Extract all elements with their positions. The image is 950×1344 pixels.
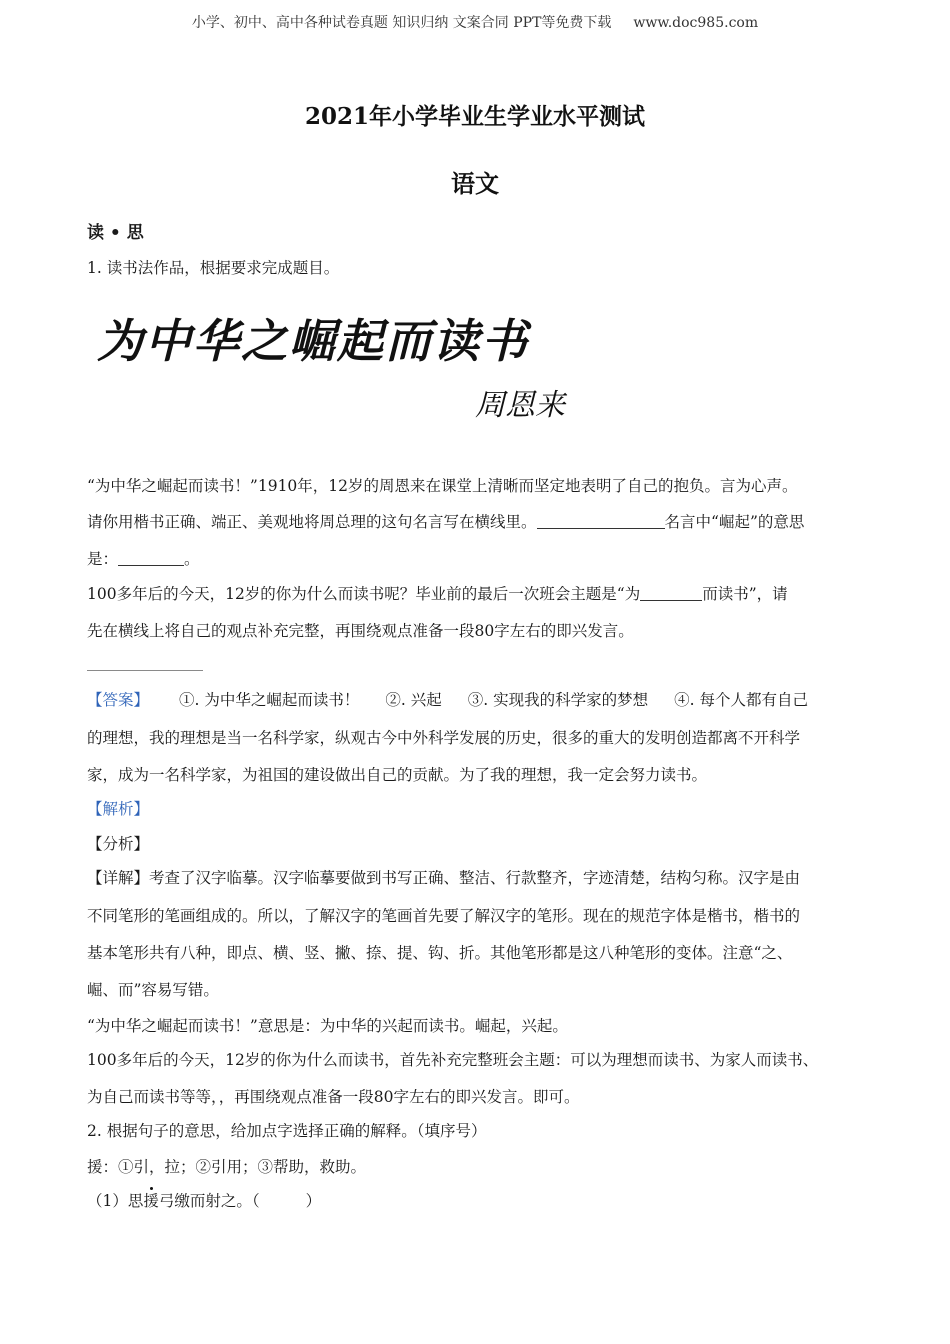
- header-url[interactable]: www.doc985.com: [633, 15, 759, 31]
- q2-sentence-1: （1）思援弓缴而射之。（ ）: [87, 1192, 322, 1210]
- answer-line1: [87, 688, 877, 710]
- answer-blank-1[interactable]: [537, 514, 665, 529]
- page-subtitle: 语文: [451, 169, 499, 198]
- q2-definition: 援：①引，拉；②引用；③帮助，救助。: [87, 1158, 367, 1176]
- answer-item-4: ④. 每个人都有自己: [674, 691, 808, 709]
- q1-para1-line1: “为中华之崛起而读书！”1910年，12岁的周恩来在课堂上清晰而坚定地表明了自己的抱负。言为心声。: [87, 477, 798, 495]
- detail-line2: 不同笔形的笔画组成的。所以，了解汉字的笔画首先要了解汉字的笔形。现在的规范字体是楷书，楷书的: [87, 907, 801, 925]
- fenxi-tag: 【分析】: [87, 835, 150, 853]
- section-heading: 读 • 思: [87, 223, 144, 243]
- answer-tag: 【答案】: [87, 691, 150, 709]
- answer-item-3: ③. 实现我的科学家的梦想: [467, 691, 649, 709]
- q1-para2-line2: 先在横线上将自己的观点补充完整，再围绕观点准备一段80字左右的即兴发言。: [87, 622, 634, 640]
- divider: [87, 670, 203, 671]
- answer-blank-3[interactable]: [640, 586, 702, 601]
- detail-line7: 为自己而读书等等，，再围绕观点准备一段80字左右的即兴发言。即可。: [87, 1088, 580, 1106]
- header-text: 小学、初中、高中各种试卷真题 知识归纳 文案合同 PPT等免费下载: [191, 15, 612, 31]
- detail-line4: 崛、而”容易写错。: [87, 981, 219, 999]
- calligraphy-signature: 周恩来: [475, 388, 565, 423]
- detail-tag: 【详解】: [87, 869, 150, 887]
- q1-para1-line2: 请你用楷书正确、端正、美观地将周总理的这句名言写在横线里。 名言中“崛起”的意思: [87, 513, 805, 531]
- q1-para2-line1: 100多年后的今天，12岁的你为什么而读书呢？毕业前的最后一次班会主题是“为 而读书”，请: [87, 585, 788, 603]
- detail-line6: 100多年后的今天，12岁的你为什么而读书，首先补充完整班会主题：可以为理想而读书、为家人而读书、: [87, 1051, 819, 1069]
- detail-line1: 【详解】考查了汉字临摹。汉字临摹要做到书写正确、整洁、行款整齐，字迹清楚，结构匀称。汉字是由: [87, 869, 801, 887]
- page-header: [0, 12, 950, 32]
- q1-prompt: 1. 读书法作品，根据要求完成题目。: [87, 259, 340, 277]
- answer-blank-2[interactable]: [118, 551, 184, 566]
- analysis-tag: 【解析】: [87, 800, 150, 818]
- q2-prompt: 2. 根据句子的意思，给加点字选择正确的解释。（填序号）: [87, 1122, 487, 1140]
- dotted-char: 援: [143, 1192, 159, 1210]
- answer-item-1: ①. 为中华之崛起而读书！: [179, 691, 360, 709]
- detail-line5: “为中华之崛起而读书！”意思是：为中华的兴起而读书。崛起，兴起。: [87, 1017, 568, 1035]
- answer-item-2: ②. 兴起: [385, 691, 442, 709]
- q1-para1-line3: 是： 。: [87, 550, 200, 568]
- calligraphy-main-text: 为中华之崛起而读书: [97, 314, 529, 368]
- answer-line3: 家，成为一名科学家，为祖国的建设做出自己的贡献。为了我的理想，我一定会努力读书。: [87, 766, 708, 784]
- detail-line3: 基本笔形共有八种，即点、横、竖、撇、捺、提、钩、折。其他笔形都是这八种笔形的变体。注意“之、: [87, 944, 793, 962]
- page-title: 2021年小学毕业生学业水平测试: [304, 103, 645, 130]
- answer-line2: 的理想，我的理想是当一名科学家，纵观古今中外科学发展的历史，很多的重大的发明创造都离不开科学: [87, 729, 801, 747]
- calligraphy-image: [95, 295, 575, 445]
